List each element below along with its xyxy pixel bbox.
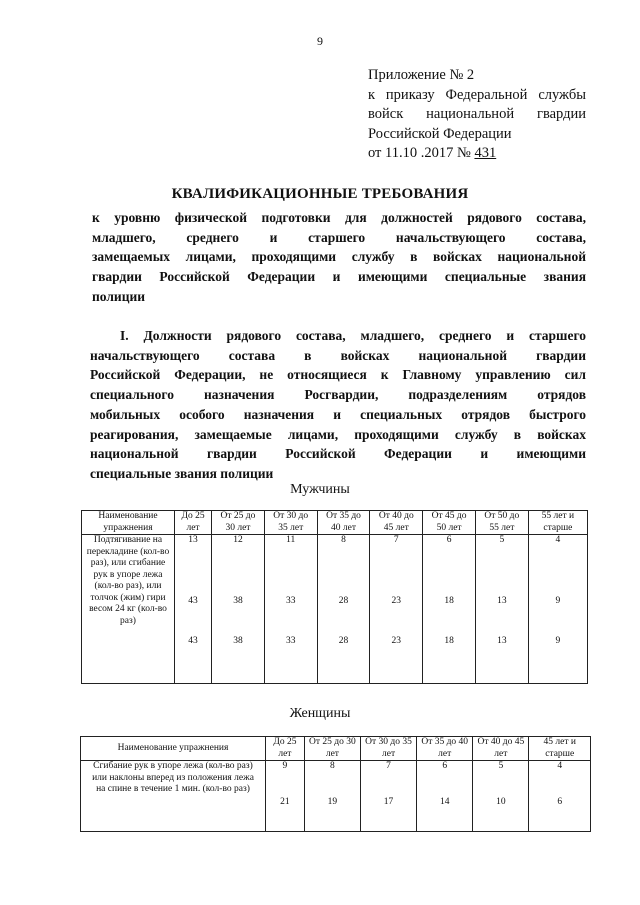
header-cell: От 35 до 40 лет <box>317 511 370 535</box>
table-row <box>82 535 588 684</box>
appendix-line: к приказу Федеральной службы <box>368 86 586 103</box>
section-line: специального назначения Росгвардии, подразделениям отрядов <box>90 387 586 403</box>
value-cell: 11 33 33 <box>264 535 317 684</box>
section-heading <box>90 326 586 484</box>
men-table <box>81 510 588 684</box>
subtitle-line: младшего, среднего и старшего начальствующего состава, <box>92 229 586 245</box>
document-subtitle <box>92 208 586 307</box>
header-cell: 45 лет и старше <box>529 737 591 761</box>
appendix-line: Российской Федерации <box>368 125 512 142</box>
value-cell: 13 43 43 <box>175 535 212 684</box>
header-cell: Наименование упражнения <box>82 511 175 535</box>
value-cell: 5 10 <box>473 761 529 832</box>
value-cell: 8 28 28 <box>317 535 370 684</box>
men-caption: Мужчины <box>290 482 350 497</box>
exercise-cell: Подтягивание на перекладине (кол-во раз), или сгибание рук в упоре лежа (кол-во раз), или толчок (жим) гири весом 24 кг (кол-во раз) <box>82 535 175 684</box>
women-table <box>80 736 591 832</box>
header-cell: От 25 до 30 лет <box>304 737 360 761</box>
section-line: Российской Федерации, не относящиеся к Главному управлению сил <box>90 367 586 383</box>
subtitle-line: к уровню физической подготовки для должностей рядового состава, <box>92 210 586 225</box>
document-title: КВАЛИФИКАЦИОННЫЕ ТРЕБОВАНИЯ <box>171 186 469 202</box>
header-cell: От 50 до 55 лет <box>475 511 528 535</box>
section-line: национальной гвардии Российской Федерации и имеющими <box>90 446 586 462</box>
value-cell: 8 19 <box>304 761 360 832</box>
value-cell: 7 23 23 <box>370 535 423 684</box>
page-number: 9 <box>317 34 323 48</box>
value-cell: 12 38 38 <box>212 535 265 684</box>
value-cell: 4 9 9 <box>528 535 587 684</box>
header-cell: От 30 до 35 лет <box>360 737 416 761</box>
section-line: начальствующего состава в войсках национальной гвардии <box>90 347 586 363</box>
header-cell: От 35 до 40 лет <box>417 737 473 761</box>
appendix-date-line <box>368 144 586 164</box>
appendix-line: Приложение № 2 <box>368 67 475 83</box>
header-cell: 55 лет и старше <box>528 511 587 535</box>
header-cell: До 25 лет <box>266 737 305 761</box>
subtitle-line: полиции <box>92 288 146 304</box>
table-header-row <box>81 737 591 761</box>
section-line: специальные звания полиции <box>90 465 274 481</box>
exercise-cell: Сгибание рук в упоре лежа (кол-во раз) или наклоны вперед из положения лежа на спине в течение 1 мин. (кол-во раз) <box>81 761 266 832</box>
section-line: I. Должности рядового состава, младшего, среднего и старшего <box>120 328 586 343</box>
value-cell: 7 17 <box>360 761 416 832</box>
appendix-date: от 11.10 .2017 № <box>368 145 475 161</box>
value-cell: 6 14 <box>417 761 473 832</box>
header-cell: От 40 до 45 лет <box>473 737 529 761</box>
section-line: мобильных особого назначения и специальных отрядов быстрого <box>90 406 586 422</box>
header-cell: Наименование упражнения <box>81 737 266 761</box>
appendix-block <box>368 66 586 164</box>
header-cell: От 45 до 50 лет <box>423 511 476 535</box>
table-header-row <box>82 511 588 535</box>
table-row <box>81 761 591 832</box>
section-line: реагирования, замещаемые лицами, проходящими службу в войсках <box>90 426 586 442</box>
subtitle-line: гвардии Российской Федерации и имеющими специальные звания <box>92 269 586 285</box>
value-cell: 9 21 <box>266 761 305 832</box>
order-number: 431 <box>474 145 497 161</box>
appendix-line: войск национальной гвардии <box>368 106 586 122</box>
header-cell: От 25 до 30 лет <box>212 511 265 535</box>
header-cell: От 40 до 45 лет <box>370 511 423 535</box>
value-cell: 6 18 18 <box>423 535 476 684</box>
value-cell: 4 6 <box>529 761 591 832</box>
subtitle-line: замещаемых лицами, проходящими службу в войсках национальной <box>92 249 586 265</box>
header-cell: От 30 до 35 лет <box>264 511 317 535</box>
women-caption: Женщины <box>289 706 351 721</box>
header-cell: До 25 лет <box>175 511 212 535</box>
value-cell: 5 13 13 <box>475 535 528 684</box>
